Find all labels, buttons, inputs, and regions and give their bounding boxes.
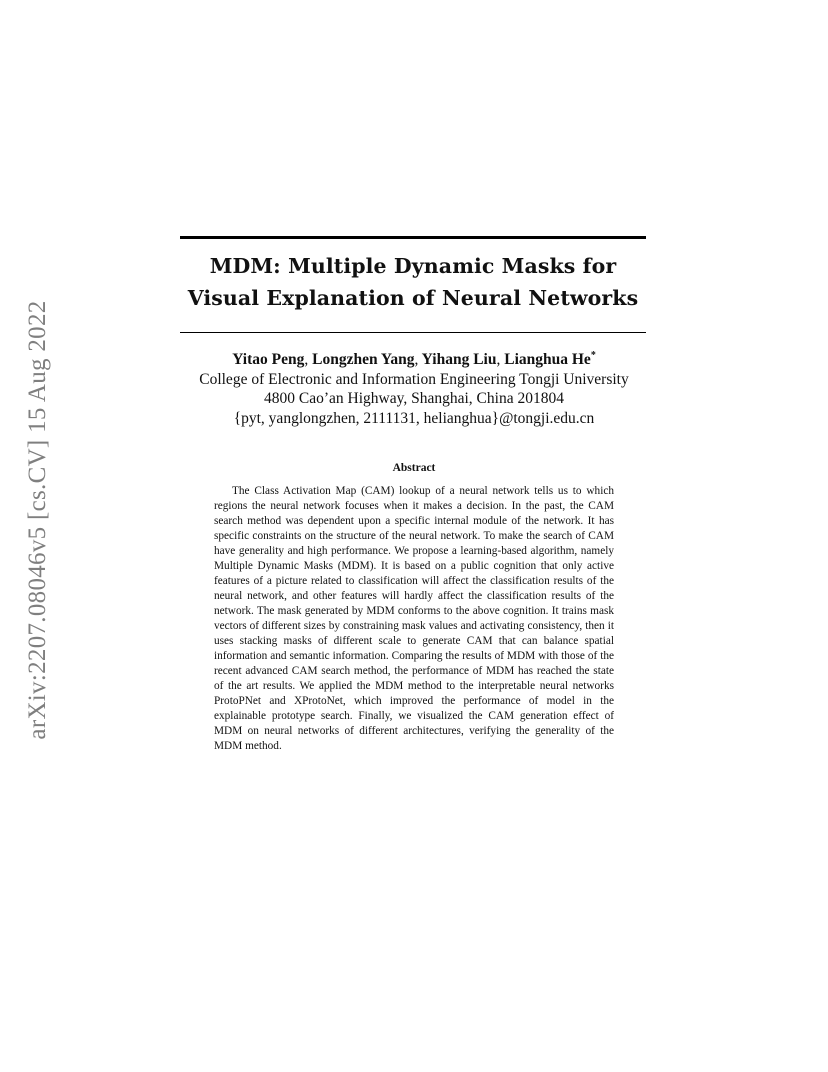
title-line-1: MDM: Multiple Dynamic Masks for	[209, 254, 617, 278]
author-info	[100, 350, 728, 428]
address: 4800 Cao’an Highway, Shanghai, China 201804	[264, 390, 564, 407]
affiliation: College of Electronic and Information Engineering Tongji University	[199, 370, 629, 388]
title-bottom-rule	[180, 332, 646, 333]
abstract-body: The Class Activation Map (CAM) lookup of a neural network tells us to which regions the neural network focuses when it makes a decision. In the past, the CAM search method was dependent upon a specific internal module of the network. It has specific constraints on the structure of the neural network. To make the search of CAM have generality and high performance. We propose a learning-based algorithm, namely Multiple Dynamic Masks (MDM). It is based on a public cognition that only active features of a picture related to classification will affect the classification results of the neural network, and other features will hardly affect the classification results of the network. The mask generated by MDM conforms to the above cognition. It trains mask vectors of different sizes by constraining mask values and activating consistency, then it uses stacking masks of different scale to generate CAM that can balance spatial information and semantic information. Comparing the results of MDM with those of the recent advanced CAM search method, the performance of MDM has reached the state of the art results. We applied the MDM method to the interpretable neural networks ProtoPNet and XProtoNet, which improved the performance of model in the explainable prototype search. Finally, we visualized the CAM generation effect of MDM on neural networks of different architectures, verifying the generality of the MDM method.	[214, 485, 614, 752]
author-separator: ,	[414, 351, 419, 368]
author-list	[100, 350, 728, 370]
corresponding-author-mark: *	[590, 349, 596, 361]
email-list: {pyt, yanglongzhen, 2111131, helianghua}@tongji.edu.cn	[233, 409, 595, 427]
author-name: Longzhen Yang	[312, 351, 415, 368]
arxiv-identifier: arXiv:2207.08046v5 [cs.CV] 15 Aug 2022	[24, 300, 51, 740]
title-block	[180, 236, 646, 333]
author-separator: ,	[304, 351, 309, 368]
title-top-rule	[180, 236, 646, 239]
author-name: Yitao Peng	[232, 351, 305, 368]
abstract-section	[214, 461, 614, 754]
title-line-2: Visual Explanation of Neural Networks	[187, 286, 639, 310]
paper-title	[180, 250, 646, 314]
author-name: Lianghua He	[504, 351, 591, 368]
abstract-heading: Abstract	[392, 462, 436, 474]
author-name: Yihang Liu	[421, 351, 497, 368]
author-separator: ,	[496, 351, 501, 368]
